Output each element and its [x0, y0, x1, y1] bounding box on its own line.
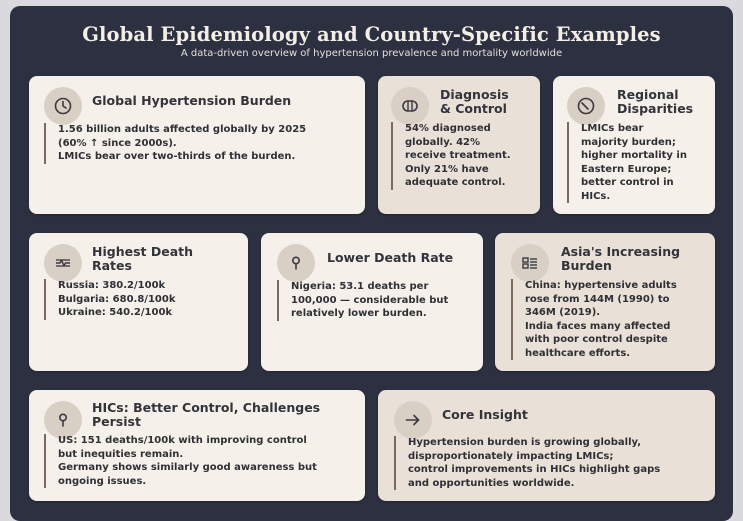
card-title: Highest Death Rates — [92, 244, 194, 273]
card-body: 54% diagnosed globally. 42% receive treatment. Only 21% have adequate control. — [391, 122, 511, 190]
card-title: Core Insight — [442, 407, 528, 422]
page-subtitle: A data-driven overview of hypertension prevalence and mortality worldwide — [180, 48, 563, 59]
card-body: Nigeria: 53.1 deaths per 100,000 — considerable but relatively lower burden. — [277, 280, 448, 321]
card-global-burden — [29, 76, 365, 214]
card-title: Lower Death Rate — [327, 250, 454, 265]
card-body: Hypertension burden is growing globally, disproportionately impacting LMICs; control improvements in HICs highlight gaps and opportunities worldwide. — [394, 436, 660, 490]
arrow-right-icon — [394, 401, 432, 439]
card-regional-disparities — [553, 76, 715, 214]
card-title: Diagnosis & Control — [440, 87, 509, 116]
location-pin-icon — [277, 244, 315, 282]
infographic-panel — [10, 6, 733, 521]
card-body: US: 151 deaths/100k with improving control but inequities remain. Germany shows similarly good awareness but ongoing issues. — [44, 434, 317, 488]
blood-pressure-cuff-icon — [391, 87, 429, 125]
card-title: Regional Disparities — [617, 87, 694, 116]
list-icon — [511, 244, 549, 282]
card-body: LMICs bear majority burden; higher mortality in Eastern Europe; better control in HICs. — [567, 122, 687, 203]
card-diagnosis-control — [378, 76, 540, 214]
heart-rate-icon — [44, 244, 82, 282]
card-title: Global Hypertension Burden — [92, 93, 292, 108]
card-title: Asia's Increasing Burden — [561, 244, 681, 273]
card-asia-burden — [495, 233, 715, 371]
card-highest-death-rates — [29, 233, 248, 371]
clock-icon — [44, 87, 82, 125]
card-body: 1.56 billion adults affected globally by 2025 (60% ↑ since 2000s). LMICs bear over two-thirds of the burden. — [44, 123, 306, 164]
card-core-insight — [378, 390, 715, 501]
gauge-icon — [567, 87, 605, 125]
card-hics — [29, 390, 365, 501]
card-title: HICs: Better Control, Challenges Persist — [92, 400, 321, 429]
card-body: China: hypertensive adults rose from 144M (1990) to 346M (2019). India faces many affected with poor control despite healthcare efforts. — [511, 279, 677, 360]
card-lower-death-rate — [261, 233, 483, 371]
page-title: Global Epidemiology and Country-Specific Examples — [82, 23, 661, 46]
card-body: Russia: 380.2/100k Bulgaria: 680.8/100k Ukraine: 540.2/100k — [44, 279, 175, 320]
